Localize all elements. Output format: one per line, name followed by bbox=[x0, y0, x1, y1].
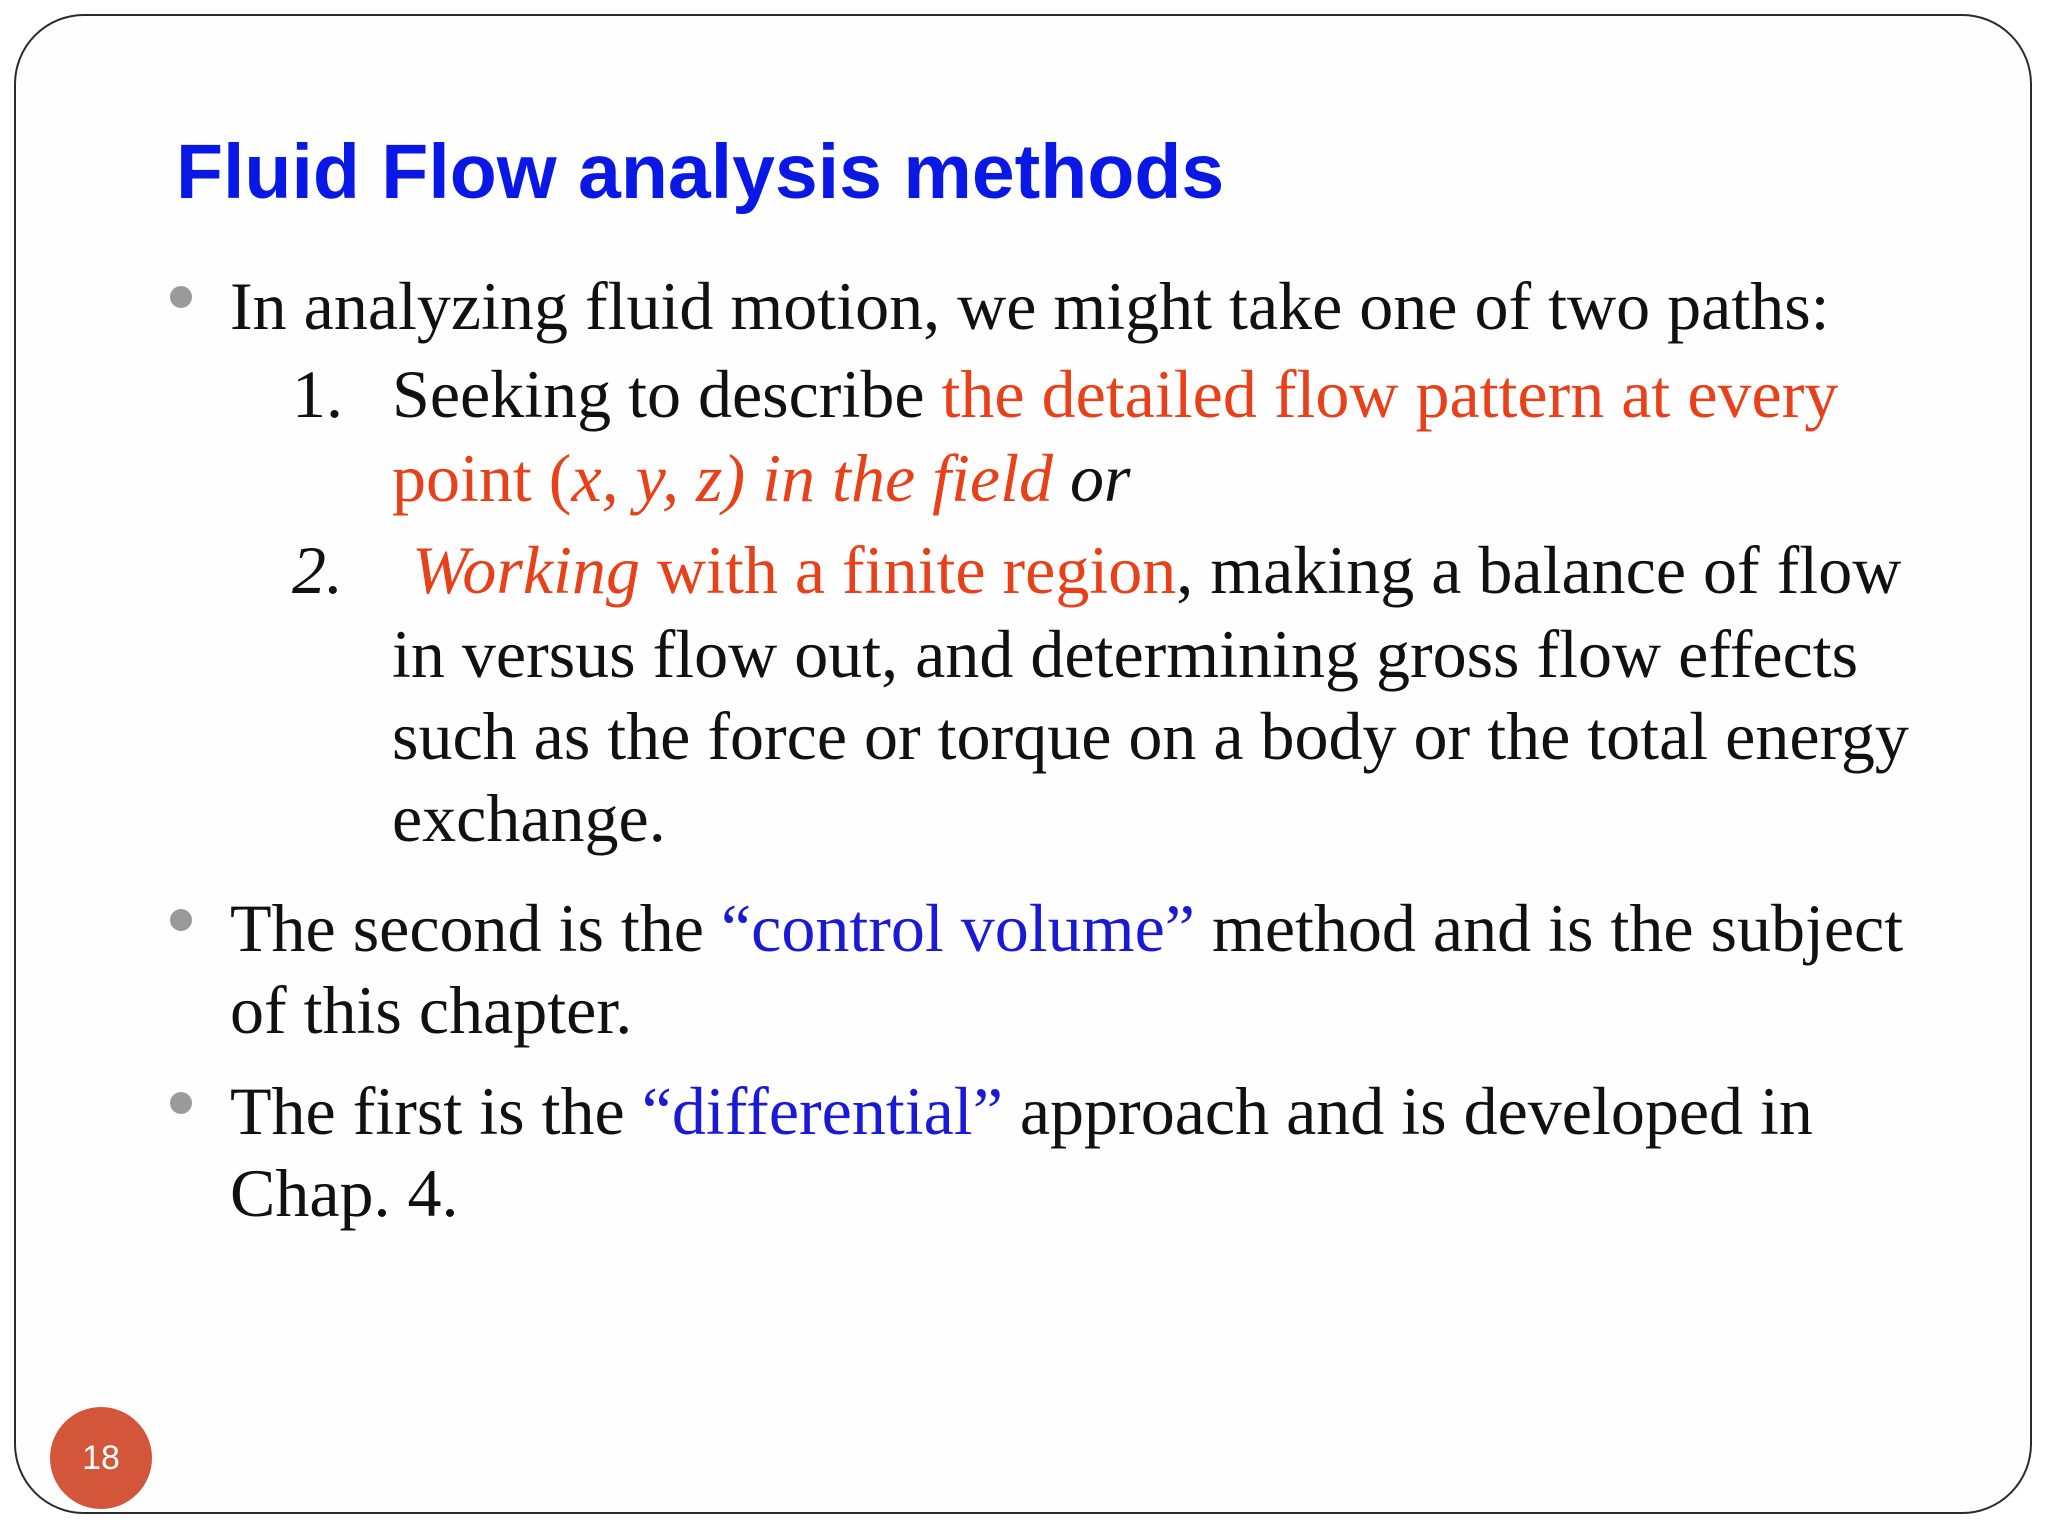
item-2-line-4: exchange. bbox=[392, 780, 666, 856]
bullet-2-line-1 bbox=[230, 890, 1904, 966]
item-1-or: or bbox=[1052, 440, 1131, 516]
item-2-working: Working bbox=[412, 532, 640, 608]
item-2-line-3: such as the force or torque on a body or the total energy bbox=[392, 698, 1909, 774]
item-2-line-2: in versus flow out, and determining gross flow effects bbox=[392, 616, 1859, 692]
item-1-line-2 bbox=[392, 440, 1131, 516]
bullet-2-post: method and is the subject bbox=[1194, 890, 1904, 966]
bullet-dot-icon bbox=[170, 286, 192, 308]
item-2-line-1 bbox=[412, 532, 1902, 608]
item-1-point: point ( bbox=[392, 440, 572, 516]
item-1-line-1 bbox=[392, 356, 1839, 432]
item-1-number: 1. bbox=[292, 356, 343, 432]
bullet-dot-icon bbox=[170, 1092, 192, 1114]
page-number-badge: 18 bbox=[50, 1407, 152, 1509]
item-2-finite-region: with a finite region bbox=[639, 532, 1177, 608]
bullet-2-pre: The second is the bbox=[230, 890, 721, 966]
item-1-coords: x, y, z) in the field bbox=[571, 440, 1053, 516]
item-1-plain: Seeking to describe bbox=[392, 356, 942, 432]
bullet-1-text: In analyzing fluid motion, we might take one of two paths: bbox=[230, 268, 1830, 344]
item-1-emphasis: the detailed flow pattern at every bbox=[941, 356, 1839, 432]
bullet-3-line-2: Chap. 4. bbox=[230, 1155, 459, 1231]
item-2-plain: , making a balance of flow bbox=[1176, 532, 1902, 608]
bullet-dot-icon bbox=[170, 909, 192, 931]
slide bbox=[14, 14, 2032, 1514]
bullet-2-highlight: “control volume” bbox=[720, 890, 1195, 966]
slide-title: Fluid Flow analysis methods bbox=[176, 129, 1225, 215]
bullet-2-line-2: of this chapter. bbox=[230, 972, 633, 1048]
bullet-3-highlight: “differential” bbox=[641, 1073, 1003, 1149]
item-2-number: 2. bbox=[292, 532, 343, 608]
bullet-3-post: approach and is developed in bbox=[1002, 1073, 1813, 1149]
bullet-3-pre: The first is the bbox=[230, 1073, 642, 1149]
bullet-3-line-1 bbox=[230, 1073, 1813, 1149]
